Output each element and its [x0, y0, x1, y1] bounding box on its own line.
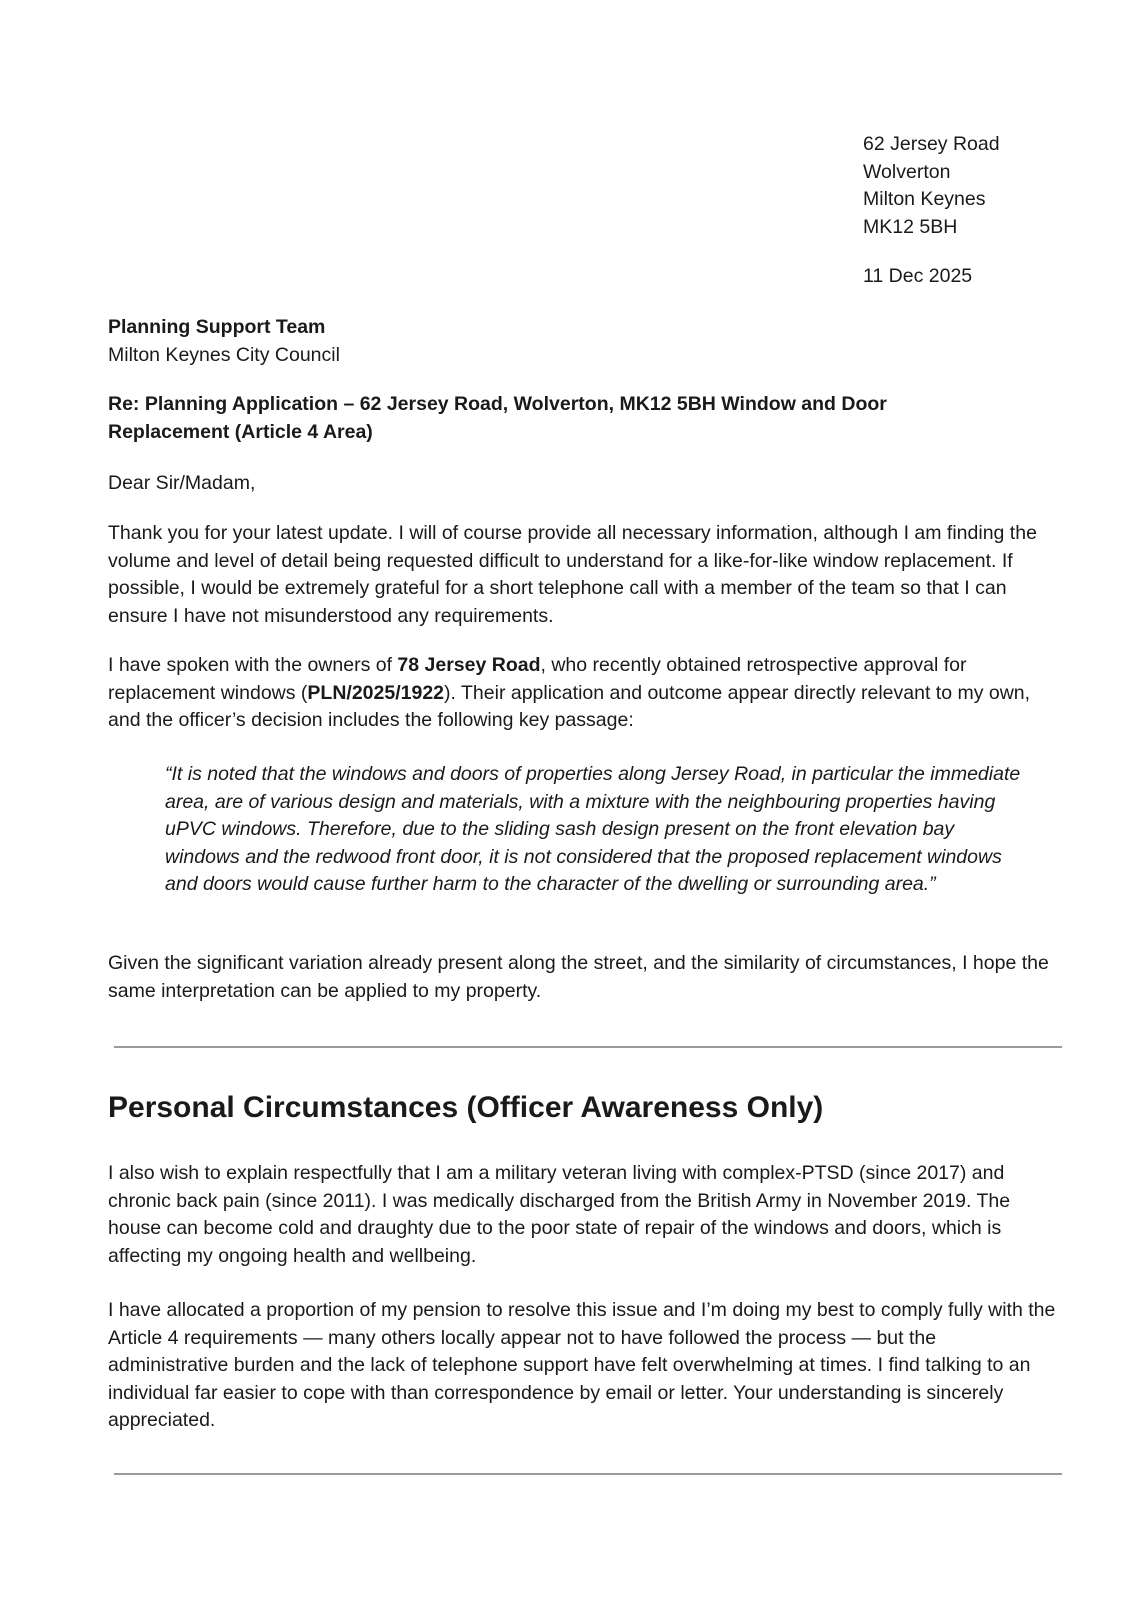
- recipient-organisation: Milton Keynes City Council: [108, 343, 340, 366]
- paragraph-text: ). Their application and outcome appear directly relevant to my own, and the officer’s decision includes the following key passage:: [108, 681, 1031, 731]
- horizontal-divider: [114, 1473, 1062, 1475]
- salutation: Dear Sir/Madam,: [108, 472, 256, 494]
- sender-address-line: 62 Jersey Road: [863, 133, 1000, 155]
- paragraph: [108, 652, 1058, 735]
- sender-address: [863, 131, 1000, 241]
- paragraph-text: I have spoken with the owners of: [108, 654, 398, 676]
- subject-line: Re: Planning Application – 62 Jersey Road, Wolverton, MK12 5BH Window and Door Replacement (Article 4 Area): [108, 393, 887, 443]
- paragraph: I have allocated a proportion of my pension to resolve this issue and I’m doing my best to comply fully with the Article 4 requirements — many others locally appear not to have followed the process — but the administrative burden and the lack of telephone support have felt overwhelming at times. I find talking to an individual far easier to cope with than correspondence by email or letter. Your understanding is sincerely appreciated.: [108, 1299, 1056, 1431]
- sender-address-line: Milton Keynes: [863, 188, 986, 210]
- paragraph-text: , who recently obtained retrospective approval for replacement windows (: [108, 654, 967, 704]
- property-reference: 78 Jersey Road: [397, 654, 541, 676]
- section-heading: Personal Circumstances (Officer Awareness Only): [108, 1091, 824, 1124]
- recipient-name: Planning Support Team: [108, 316, 326, 338]
- recipient-block: [108, 314, 1058, 369]
- paragraph: I also wish to explain respectfully that I am a military veteran living with complex-PTSD (since 2017) and chronic back pain (since 2011). I was medically discharged from the British Army in November 2019. The house can become cold and draughty due to the poor state of repair of the windows and doors, which is affecting my ongoing health and wellbeing.: [108, 1162, 1011, 1267]
- letter-date: 11 Dec 2025: [863, 265, 973, 287]
- application-reference: PLN/2025/1922: [307, 681, 445, 704]
- horizontal-divider: [114, 1046, 1062, 1048]
- quoted-passage: “It is noted that the windows and doors of properties along Jersey Road, in particular the immediate area, are of various design and materials, with a mixture with the neighbouring properties having uPVC windows. Therefore, due to the sliding sash design present on the front elevation bay windows and the redwood front door, it is not considered that the proposed replacement windows and doors would cause further harm to the character of the dwelling or surrounding area.”: [165, 763, 1021, 895]
- sender-address-line: Wolverton: [863, 160, 951, 183]
- paragraph: Thank you for your latest update. I will of course provide all necessary information, although I am finding the volume and level of detail being requested difficult to understand for a like-for-like window replacement. If possible, I would be extremely grateful for a short telephone call with a member of the team so that I can ensure I have not misunderstood any requirements.: [108, 522, 1037, 627]
- paragraph: Given the significant variation already present along the street, and the similarity of circumstances, I hope the same interpretation can be applied to my property.: [108, 952, 1049, 1002]
- sender-address-line: MK12 5BH: [863, 215, 958, 238]
